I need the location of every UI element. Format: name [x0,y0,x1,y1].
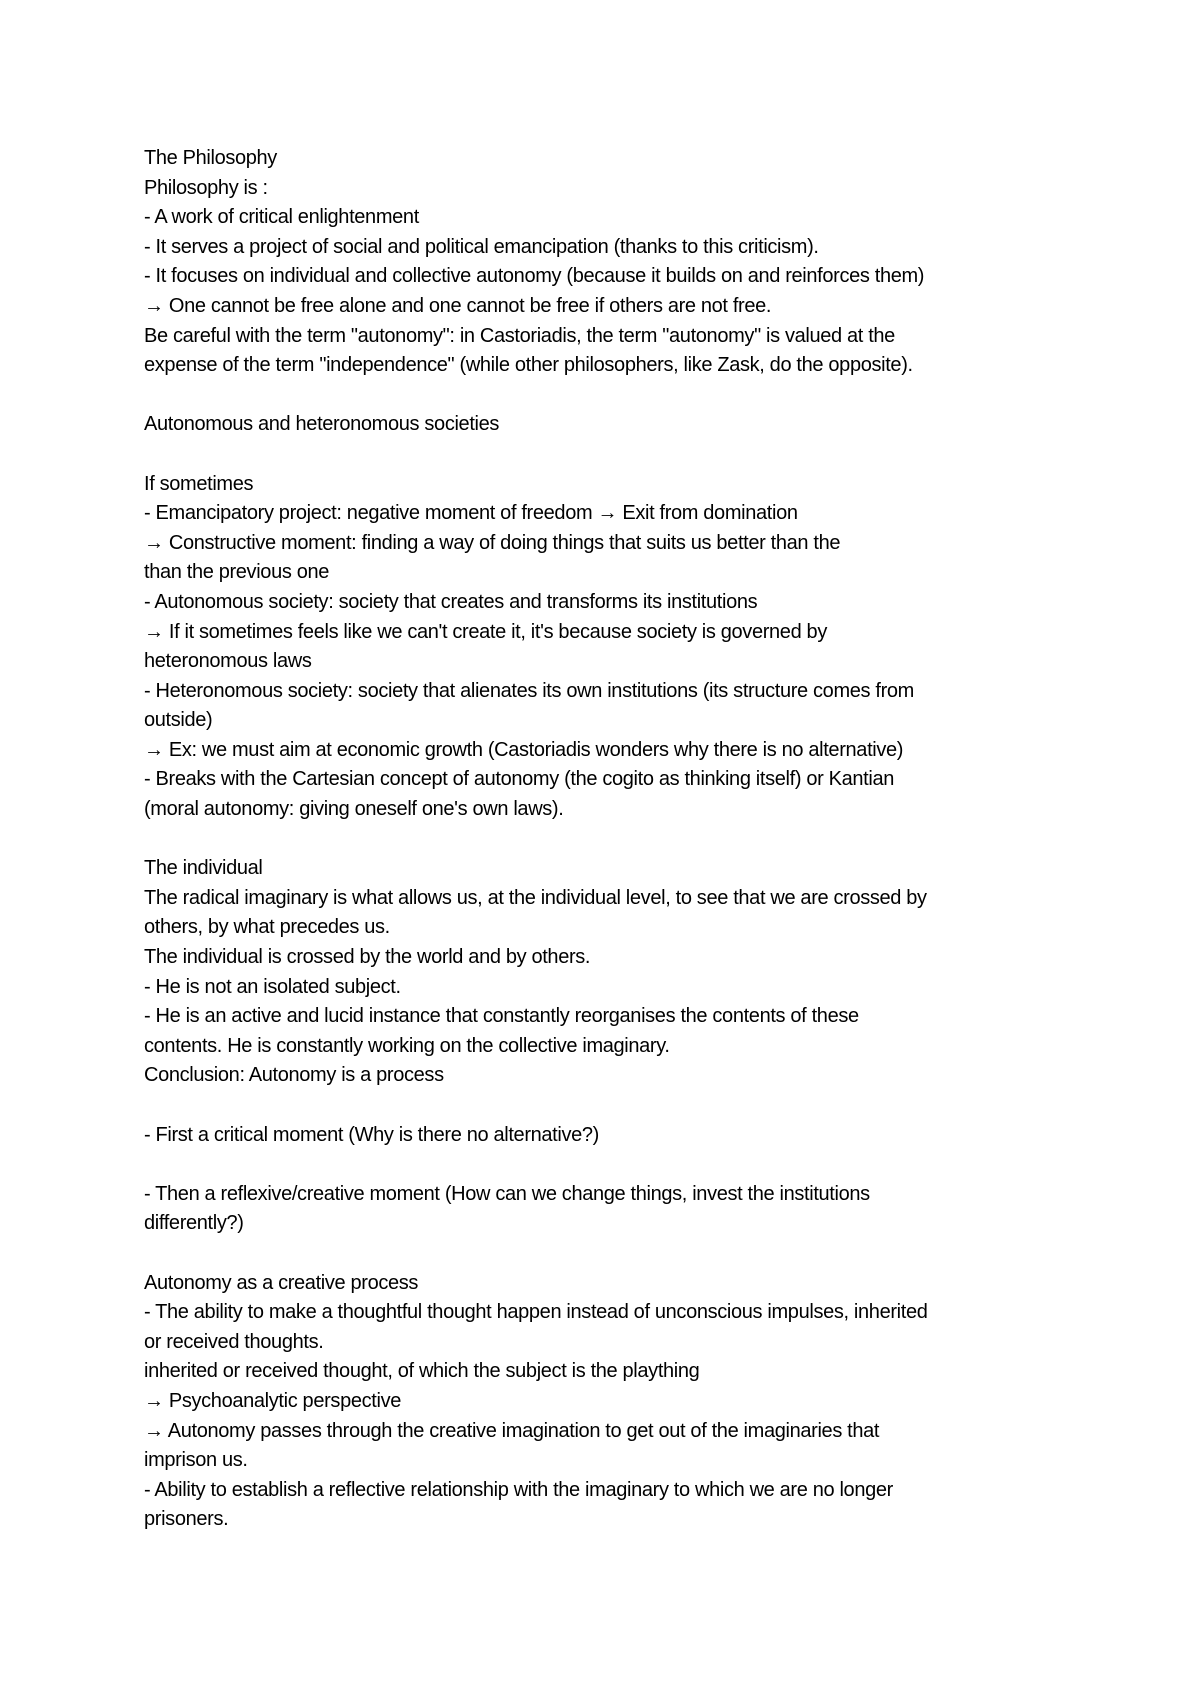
text-line: - The ability to make a thoughtful thought happen instead of unconscious impulses, inherited [144,1301,928,1324]
text-line: - First a critical moment (Why is there no alternative?) [144,1123,599,1146]
text-line: - Autonomous society: society that creates and transforms its institutions [144,590,758,613]
text-line: outside) [144,709,213,732]
text-line: - He is an active and lucid instance that constantly reorganises the contents of these [144,1005,859,1028]
text-line: - Ability to establish a reflective relationship with the imaginary to which we are no longer [144,1478,893,1501]
text-line: → Psychoanalytic perspective [144,1389,401,1412]
text-line: - It serves a project of social and political emancipation (thanks to this criticism). [144,235,819,258]
text-line: or received thoughts. [144,1330,324,1353]
text-line: The radical imaginary is what allows us, at the individual level, to see that we are crossed by [144,886,927,909]
text-line: differently?) [144,1212,244,1235]
text-line: - He is not an isolated subject. [144,975,401,998]
text-line: Philosophy is : [144,176,268,199]
text-line: - It focuses on individual and collective autonomy (because it builds on and reinforces them) [144,265,925,288]
text-line: imprison us. [144,1449,248,1472]
text-line: → Autonomy passes through the creative imagination to get out of the imaginaries that [144,1419,880,1442]
text-line: than the previous one [144,561,330,584]
text-line: - Emancipatory project: negative moment of freedom → Exit from domination [144,502,798,525]
text-line: - Heteronomous society: society that alienates its own institutions (its structure comes from [144,679,914,702]
text-line: → Constructive moment: finding a way of doing things that suits us better than the [144,531,841,554]
text-line: Be careful with the term "autonomy": in Castoriadis, the term "autonomy" is valued at the [144,324,895,347]
text-line: - Then a reflexive/creative moment (How can we change things, invest the institutions [144,1182,870,1205]
text-line: → If it sometimes feels like we can't create it, it's because society is governed by [144,620,827,643]
text-line: The individual [144,857,263,880]
text-line: inherited or received thought, of which the subject is the plaything [144,1360,700,1383]
text-line: (moral autonomy: giving oneself one's own laws). [144,798,564,821]
text-line: - A work of critical enlightenment [144,206,419,229]
text-line: expense of the term "independence" (while other philosophers, like Zask, do the opposite). [144,354,913,377]
blank-line [144,825,1074,855]
blank-line [144,1150,1074,1180]
text-line: prisoners. [144,1508,229,1531]
text-line: Conclusion: Autonomy is a process [144,1064,444,1087]
document-body [144,144,1074,1535]
text-line: The individual is crossed by the world and by others. [144,946,591,969]
text-line: Autonomy as a creative process [144,1271,419,1294]
text-line: Autonomous and heteronomous societies [144,413,500,436]
text-line: → Ex: we must aim at economic growth (Castoriadis wonders why there is no alternative) [144,738,904,761]
text-line: The Philosophy [144,147,277,169]
text-line: - Breaks with the Cartesian concept of autonomy (the cogito as thinking itself) or Kantian [144,768,895,791]
blank-line [144,381,1074,411]
blank-line [144,1091,1074,1121]
blank-line [144,1239,1074,1269]
text-line: heteronomous laws [144,650,312,673]
text-line: contents. He is constantly working on the collective imaginary. [144,1034,670,1057]
blank-line [144,440,1074,470]
text-line: If sometimes [144,472,254,495]
text-line: others, by what precedes us. [144,916,390,939]
text-line: → One cannot be free alone and one cannot be free if others are not free. [144,294,772,317]
